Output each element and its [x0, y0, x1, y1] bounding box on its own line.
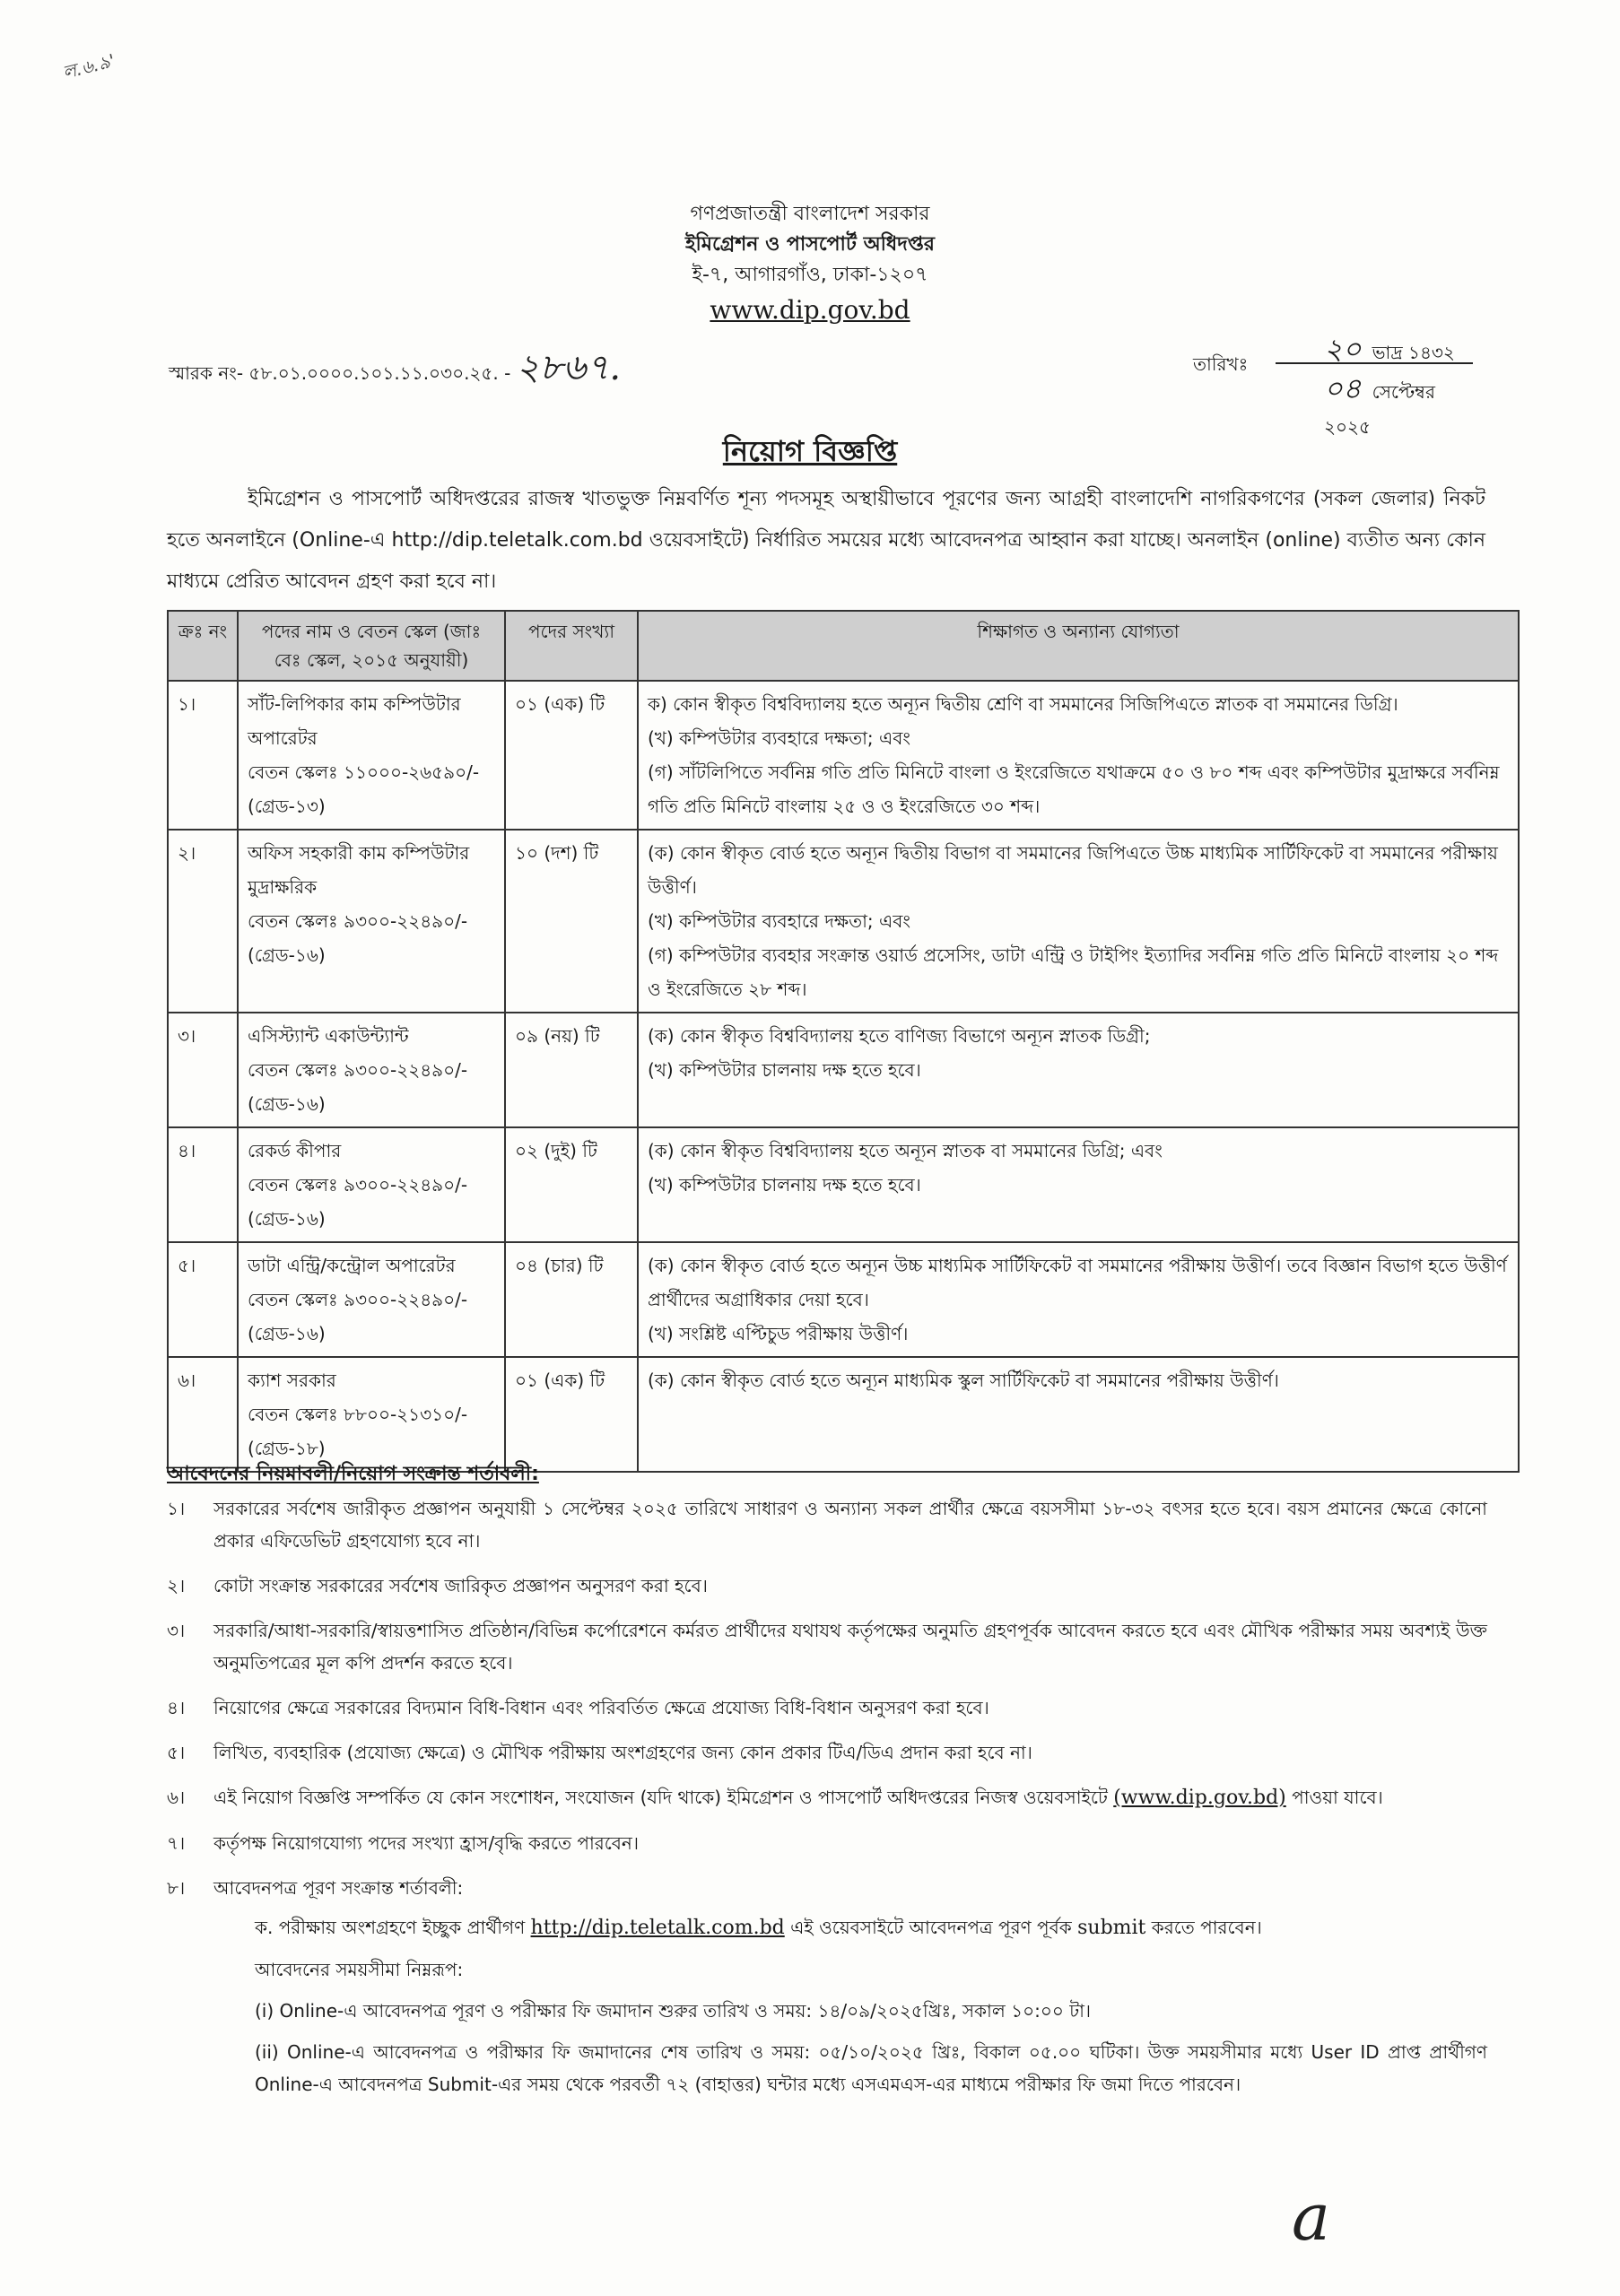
- qualification-c: (গ) সাঁটলিপিতে সর্বনিম্ন গতি প্রতি মিনিটে বাংলা ও ইংরেজিতে যথাক্রমে ৫০ ও ৮০ শব্দ এবং কম্পিউটার মুদ্রাক্ষরে সর্বনিম্ন গতি প্রতি মিনিটে বাংলায় ২৫ ও ও ইংরেজিতে ৩০ শব্দ।: [648, 761, 1500, 817]
- table-row: [168, 681, 1519, 830]
- grade: (গ্রেড-১৬): [248, 1208, 326, 1230]
- post-name: ক্যাশ সরকার: [248, 1370, 336, 1391]
- item-text: এই নিয়োগ বিজ্ঞপ্তি সম্পর্কিত যে কোন সংশোধন, সংযোজন (যদি থাকে) ইমিগ্রেশন ও পাসপোর্ট অধিদপ্তরের নিজস্ব ওয়েবসাইটে: [213, 1787, 1108, 1808]
- website-link[interactable]: (www.dip.gov.bd): [1113, 1787, 1286, 1809]
- qualification-a: (ক) কোন স্বীকৃত বিশ্ববিদ্যালয় হতে অন্যূন স্নাতক বা সমমানের ডিগ্রি; এবং: [648, 1140, 1163, 1161]
- row-serial: ১।: [168, 681, 238, 830]
- list-item: [167, 1781, 1487, 1814]
- department-address: ই-৭, আগারগাঁও, ঢাকা-১২০৭: [692, 264, 928, 286]
- post-name: ডাটা এন্ট্রি/কন্ট্রোল অপারেটর: [248, 1255, 456, 1276]
- item-text: কোটা সংক্রান্ত সরকারের সর্বশেষ জারিকৃত প্রজ্ঞাপন অনুসরণ করা হবে।: [213, 1575, 708, 1596]
- col-qualification: শিক্ষাগত ও অন্যান্য যোগ্যতা: [638, 611, 1519, 681]
- memo-handwritten-number: ২৮৬৭.: [516, 347, 622, 388]
- row-serial: ২।: [168, 830, 238, 1013]
- pay-scale: বেতন স্কেলঃ ৯৩০০-২২৪৯০/-: [248, 910, 468, 932]
- qualification-b: (খ) কম্পিউটার ব্যবহারে দক্ষতা; এবং: [648, 910, 910, 932]
- qualification-a: (ক) কোন স্বীকৃত বোর্ড হতে অন্যূন মাধ্যমিক স্কুল সার্টিফিকেট বা সমমানের পরীক্ষায় উত্তীর্ণ।: [648, 1370, 1279, 1391]
- table-row: [168, 1242, 1519, 1357]
- list-item: [167, 1692, 1487, 1724]
- row-post: [238, 1127, 505, 1242]
- terms-list: [167, 1492, 1487, 2113]
- department-name: ইমিগ্রেশন ও পাসপোর্ট অধিদপ্তর: [685, 233, 935, 256]
- row-qualification: [638, 1242, 1519, 1357]
- terms-heading: আবেদনের নিয়মাবলী/নিয়োগ সংক্রান্ত শর্তাবলী:: [167, 1463, 539, 1485]
- deadline-start: (i) Online-এ আবেদনপত্র পূরণ ও পরীক্ষার ফি জমাদান শুরুর তারিখ ও সময়: ১৪/০৯/২০২৫খ্রিঃ, সকাল ১০:০০ টা।: [255, 2000, 1092, 2022]
- row-post: [238, 830, 505, 1013]
- row-post: [238, 1242, 505, 1357]
- post-name: রেকর্ড কীপার: [248, 1140, 342, 1161]
- teletalk-link[interactable]: http://dip.teletalk.com.bd: [530, 1917, 785, 1939]
- row-qualification: [638, 1127, 1519, 1242]
- row-count: ০২ (দুই) টি: [505, 1127, 638, 1242]
- item-number: ৮।: [167, 1877, 186, 1899]
- issue-date: [1193, 326, 1480, 438]
- item-number: ৭।: [167, 1832, 186, 1854]
- row-qualification: [638, 681, 1519, 830]
- government-name: গণপ্রজাতন্ত্রী বাংলাদেশ সরকার: [690, 203, 930, 225]
- table-row: [168, 830, 1519, 1013]
- qualification-b: (খ) কম্পিউটার চালনায় দক্ষ হতে হবে।: [648, 1059, 921, 1081]
- qualification-a: (ক) কোন স্বীকৃত বোর্ড হতে অন্যূন উচ্চ মাধ্যমিক সার্টিফিকেট বা সমমানের পরীক্ষায় উত্তীর্ণ। তবে বিজ্ঞান বিভাগ হতে উত্তীর্ণ প্রার্থীদের অগ্রাধিকার দেয়া হবে।: [648, 1255, 1507, 1310]
- item-number: ৬।: [167, 1787, 186, 1808]
- grade: (গ্রেড-১৮): [248, 1438, 326, 1459]
- pay-scale: বেতন স্কেলঃ ১১০০০-২৬৫৯০/-: [248, 761, 480, 783]
- row-count: ১০ (দশ) টি: [505, 830, 638, 1013]
- table-row: [168, 1357, 1519, 1472]
- qualification-b: (খ) কম্পিউটার চালনায় দক্ষ হতে হবে।: [648, 1174, 921, 1196]
- item-text: নিয়োগের ক্ষেত্রে সরকারের বিদ্যমান বিধি-বিধান এবং পরিবর্তিত ক্ষেত্রে প্রযোজ্য বিধি-বিধান অনুসরণ করা হবে।: [213, 1697, 989, 1718]
- list-item: [167, 1570, 1487, 1602]
- memo-number: [169, 339, 621, 399]
- qualification-a: (ক) কোন স্বীকৃত বোর্ড হতে অন্যূন দ্বিতীয় বিভাগ বা সমমানের জিপিএতে উচ্চ মাধ্যমিক সার্টিফিকেট বা সমমানের পরীক্ষায় উত্তীর্ণ।: [648, 842, 1498, 898]
- vacancy-table: [167, 610, 1520, 1473]
- handwritten-initial: a: [1292, 2179, 1330, 2255]
- deadline-heading: আবেদনের সময়সীমা নিম্নরূপ:: [255, 1959, 464, 1980]
- department-website[interactable]: www.dip.gov.bd: [710, 295, 910, 325]
- list-item: [167, 1492, 1487, 1557]
- bangla-month: ভাদ্র ১৪৩২: [1372, 342, 1455, 363]
- post-name: সাঁট-লিপিকার কাম কম্পিউটার অপারেটর: [248, 693, 461, 749]
- memo-prefix: স্মারক নং- ৫৮.০১.০০০০.১০১.১১.০৩০.২৫. -: [169, 362, 511, 384]
- col-post-count: পদের সংখ্যা: [505, 611, 638, 681]
- qualification-a: ক) কোন স্বীকৃত বিশ্ববিদ্যালয় হতে অন্যূন দ্বিতীয় শ্রেণি বা সমমানের সিজিপিএতে স্নাতক বা সমমানের ডিগ্রি।: [648, 693, 1398, 715]
- col-serial: ক্রঃ নং: [168, 611, 238, 681]
- date-label: তারিখঃ: [1193, 353, 1249, 375]
- row-qualification: [638, 1357, 1519, 1472]
- post-name: এসিস্ট্যান্ট একাউন্ট্যান্ট: [248, 1025, 409, 1047]
- margin-scribble: ল.৬.৯': [60, 49, 118, 83]
- item-text-end: পাওয়া যাবে।: [1292, 1787, 1383, 1808]
- item-number: ৫।: [167, 1742, 186, 1763]
- col-post-name: পদের নাম ও বেতন স্কেল (জাঃ বেঃ স্কেল, ২০১৫ অনুযায়ী): [238, 611, 505, 681]
- item-text: সরকারের সর্বশেষ জারীকৃত প্রজ্ঞাপন অনুযায়ী ১ সেপ্টেম্বর ২০২৫ তারিখে সাধারণ ও অন্যান্য সকল প্রার্থীর ক্ষেত্রে বয়সসীমা ১৮-৩২ বৎসর হতে হবে। বয়স প্রমানের ক্ষেত্রে কোনো প্রকার এফিডেভিট গ্রহণযোগ্য হবে না।: [213, 1498, 1487, 1552]
- row-qualification: [638, 830, 1519, 1013]
- letterhead: [0, 199, 1620, 330]
- row-post: [238, 1357, 505, 1472]
- english-day-handwritten: ০৪: [1324, 371, 1362, 405]
- bangla-day-handwritten: ২০: [1324, 332, 1362, 366]
- item-number: ২।: [167, 1575, 186, 1596]
- row-post: [238, 1013, 505, 1127]
- row-serial: ৩।: [168, 1013, 238, 1127]
- english-month: সেপ্টেম্বর ২০২৫: [1324, 381, 1435, 438]
- post-name: অফিস সহকারী কাম কম্পিউটার মুদ্রাক্ষরিক: [248, 842, 470, 898]
- list-item: [167, 1614, 1487, 1679]
- notice-title: নিয়োগ বিজ্ঞপ্তি: [722, 434, 898, 468]
- qualification-b: (খ) সংশ্লিষ্ট এপ্টিচুড পরীক্ষায় উত্তীর্ণ।: [648, 1323, 909, 1344]
- table-header-row: [168, 611, 1519, 681]
- row-serial: ৬।: [168, 1357, 238, 1472]
- row-post: [238, 681, 505, 830]
- submit-word: submit: [1077, 1917, 1146, 1939]
- intro-paragraph: ইমিগ্রেশন ও পাসপোর্ট অধিদপ্তরের রাজস্ব খাতভুক্ত নিম্নবর্ণিত শূন্য পদসমূহ অস্থায়ীভাবে পূরণের জন্য আগ্রহী বাংলাদেশি নাগরিকগণের (সকল জেলার) নিকট হতে অনলাইনে (Online-এ http://dip.teletalk.com.bd ওয়েবসাইটে) নির্ধারিত সময়ের মধ্যে আবেদনপত্র আহ্বান করা যাচ্ছে। অনলাইন (online) ব্যতীত অন্য কোন মাধ্যমে প্রেরিত আবেদন গ্রহণ করা হবে না।: [167, 488, 1485, 593]
- row-count: ০১ (এক) টি: [505, 1357, 638, 1472]
- qualification-a: (ক) কোন স্বীকৃত বিশ্ববিদ্যালয় হতে বাণিজ্য বিভাগে অন্যূন স্নাতক ডিগ্রী;: [648, 1025, 1151, 1047]
- item-text: সরকারি/আধা-সরকারি/স্বায়ত্তশাসিত প্রতিষ্ঠান/বিভিন্ন কর্পোরেশনে কর্মরত প্রার্থীদের যথাযথ কর্তৃপক্ষের অনুমতি গ্রহণপূর্বক আবেদন করতে হবে এবং মৌখিক পরীক্ষার সময় অবশ্যই উক্ত অনুমতিপত্রের মূল কপি প্রদর্শন করতে হবে।: [213, 1620, 1487, 1674]
- deadline-end: (ii) Online-এ আবেদনপত্র ও পরীক্ষার ফি জমাদানের শেষ তারিখ ও সময়: ০৫/১০/২০২৫ খ্রিঃ, বিকাল ০৫.০০ ঘটিকা। উক্ত সময়সীমার মধ্যে User ID প্রাপ্ত প্রার্থীগণ Online-এ আবেদনপত্র Submit-এর সময় থেকে পরবর্তী ৭২ (বাহাত্তর) ঘন্টার মধ্যে এসএমএস-এর মাধ্যমে পরীক্ষার ফি জমা দিতে পারবেন।: [255, 2041, 1487, 2095]
- list-item: [167, 1827, 1487, 1859]
- item-number: ৩।: [167, 1620, 186, 1641]
- row-count: ০৯ (নয়) টি: [505, 1013, 638, 1127]
- item-text: লিখিত, ব্যবহারিক (প্রযোজ্য ক্ষেত্রে) ও মৌখিক পরীক্ষায় অংশগ্রহণের জন্য কোন প্রকার টিএ/ডিএ প্রদান করা হবে না।: [213, 1742, 1032, 1763]
- row-qualification: [638, 1013, 1519, 1127]
- row-count: ০১ (এক) টি: [505, 681, 638, 830]
- qualification-b: (খ) কম্পিউটার ব্যবহারে দক্ষতা; এবং: [648, 727, 910, 749]
- item-number: ৪।: [167, 1697, 186, 1718]
- table-row: [168, 1013, 1519, 1127]
- list-item: [167, 1736, 1487, 1769]
- pay-scale: বেতন স্কেলঃ ৯৩০০-২২৪৯০/-: [248, 1059, 468, 1081]
- pay-scale: বেতন স্কেলঃ ৯৩০০-২২৪৯০/-: [248, 1174, 468, 1196]
- item-number: ১।: [167, 1498, 186, 1519]
- list-item: [167, 1872, 1487, 2100]
- instruction-a: ক. পরীক্ষায় অংশগ্রহণে ইচ্ছুক প্রার্থীগণ http://dip.teletalk.com.bd এই ওয়েবসাইটে আবেদনপত্র পূরণ পূর্বক submit করতে পারবেন।: [255, 1917, 1262, 1939]
- grade: (গ্রেড-১৩): [248, 796, 326, 817]
- grade: (গ্রেড-১৬): [248, 944, 326, 966]
- row-serial: ৪।: [168, 1127, 238, 1242]
- grade: (গ্রেড-১৬): [248, 1093, 326, 1115]
- row-count: ০৪ (চার) টি: [505, 1242, 638, 1357]
- item-text: আবেদনপত্র পূরণ সংক্রান্ত শর্তাবলী:: [213, 1877, 464, 1899]
- pay-scale: বেতন স্কেলঃ ৯৩০০-২২৪৯০/-: [248, 1289, 468, 1310]
- item-text: কর্তৃপক্ষ নিয়োগযোগ্য পদের সংখ্যা হ্রাস/বৃদ্ধি করতে পারবেন।: [213, 1832, 640, 1854]
- row-serial: ৫।: [168, 1242, 238, 1357]
- pay-scale: বেতন স্কেলঃ ৮৮০০-২১৩১০/-: [248, 1404, 468, 1425]
- table-row: [168, 1127, 1519, 1242]
- grade: (গ্রেড-১৬): [248, 1323, 326, 1344]
- application-instructions: [213, 1911, 1487, 2100]
- qualification-c: (গ) কম্পিউটার ব্যবহার সংক্রান্ত ওয়ার্ড প্রসেসিং, ডাটা এন্ট্রি ও টাইপিং ইত্যাদির সর্বনিম্ন গতি প্রতি মিনিটে বাংলায় ২০ শব্দ ও ইংরেজিতে ২৮ শব্দ।: [648, 944, 1499, 1000]
